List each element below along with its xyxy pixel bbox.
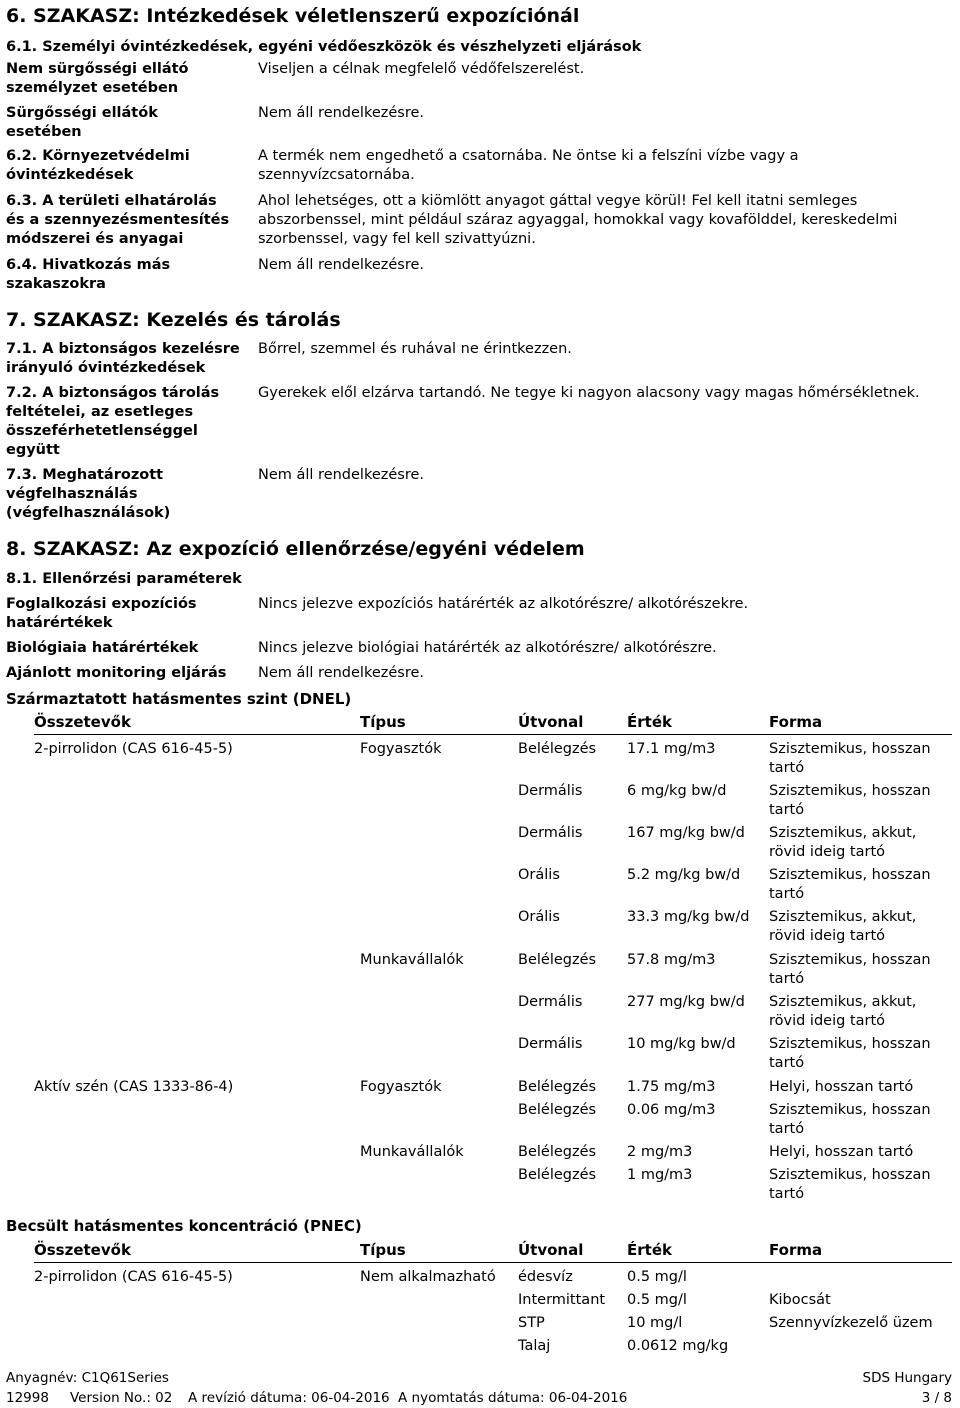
footer-code: 12998 (6, 1390, 49, 1406)
footer-sds-label: SDS Hungary (862, 1370, 952, 1386)
dnel-cell-form: Szisztemikus, hosszan tartó (769, 783, 931, 818)
pnec-header-rule (34, 1262, 952, 1263)
dnel-cell-form: Szisztemikus, hosszan tartó (769, 1036, 931, 1071)
dnel-cell-component: 2-pirrolidon (CAS 616-45-5) (34, 741, 233, 757)
dnel-header-rule (34, 734, 952, 735)
dnel-cell-value: 17.1 mg/m3 (627, 741, 716, 757)
footer-revision-date: A revízió dátuma: 06-04-2016 (188, 1390, 390, 1406)
pnec-cell-type: Nem alkalmazható (360, 1269, 496, 1285)
dnel-header-route: Útvonal (518, 713, 584, 731)
dnel-cell-route: Belélegzés (518, 1079, 597, 1095)
dnel-cell-form: Szisztemikus, hosszan tartó (769, 1167, 931, 1202)
pnec-cell-component: 2-pirrolidon (CAS 616-45-5) (34, 1269, 233, 1285)
dnel-cell-route: Dermális (518, 783, 583, 799)
dnel-cell-route: Dermális (518, 994, 583, 1010)
pnec-cell-value: 0.0612 mg/kg (627, 1338, 729, 1354)
label-7-2: 7.2. A biztonságos tárolás feltételei, az esetleges összeférhetetlenséggel együtt (6, 385, 220, 458)
section-6-1-title: 6.1. Személyi óvintézkedések, egyéni védőeszközök és vészhelyzeti eljárások (6, 39, 642, 55)
label-6-4: 6.4. Hivatkozás más szakaszokra (6, 257, 171, 292)
dnel-cell-value: 5.2 mg/kg bw/d (627, 867, 741, 883)
dnel-cell-route: Belélegzés (518, 952, 597, 968)
dnel-cell-route: Dermális (518, 1036, 583, 1052)
dnel-header-component: Összetevők (34, 713, 131, 731)
dnel-cell-form: Szisztemikus, akkut, rövid ideig tartó (769, 909, 917, 944)
footer-product-name: Anyagnév: C1Q61Series (6, 1370, 169, 1386)
dnel-cell-value: 277 mg/kg bw/d (627, 994, 745, 1010)
value-7-2: Gyerekek elől elzárva tartandó. Ne tegye ki nagyon alacsony vagy magas hőmérsékletnek. (258, 385, 920, 401)
pnec-cell-value: 10 mg/l (627, 1315, 683, 1331)
dnel-cell-component: Aktív szén (CAS 1333-86-4) (34, 1079, 234, 1095)
value-7-3: Nem áll rendelkezésre. (258, 467, 425, 483)
label-occupational-limits: Foglalkozási expozíciós határértékek (6, 596, 197, 631)
pnec-cell-value: 0.5 mg/l (627, 1292, 687, 1308)
dnel-cell-form: Szisztemikus, akkut, rövid ideig tartó (769, 994, 917, 1029)
dnel-cell-value: 33.3 mg/kg bw/d (627, 909, 750, 925)
pnec-title: Becsült hatásmentes koncentráció (PNEC) (6, 1217, 362, 1235)
dnel-header-form: Forma (769, 713, 823, 731)
pnec-header-component: Összetevők (34, 1241, 131, 1259)
value-monitoring: Nem áll rendelkezésre. (258, 665, 425, 681)
pnec-cell-route: STP (518, 1315, 545, 1331)
value-6-4: Nem áll rendelkezésre. (258, 257, 425, 273)
dnel-cell-form: Szisztemikus, hosszan tartó (769, 952, 931, 987)
label-emergency: Sürgősségi ellátók esetében (6, 105, 158, 140)
value-6-3: Ahol lehetséges, ott a kiömlött anyagot gáttal vegye körül! Fel kell itatni semleges abszorbenssel, mint például száraz agyaggal, homokkal vagy kovafölddel, kereskedelmi szorbenssel, vagy fel kell szivattyúzni. (258, 193, 898, 247)
dnel-cell-type: Munkavállalók (360, 952, 464, 968)
dnel-cell-route: Belélegzés (518, 1144, 597, 1160)
dnel-cell-value: 10 mg/kg bw/d (627, 1036, 736, 1052)
dnel-cell-form: Helyi, hosszan tartó (769, 1144, 914, 1160)
value-7-1: Bőrrel, szemmel és ruhával ne érintkezzen. (258, 341, 572, 357)
pnec-header-form: Forma (769, 1241, 823, 1259)
dnel-title: Származtatott hatásmentes szint (DNEL) (6, 690, 352, 708)
pnec-header-value: Érték (627, 1241, 672, 1259)
pnec-cell-form: Kibocsát (769, 1292, 831, 1308)
pnec-header-type: Típus (360, 1241, 406, 1259)
pnec-header-route: Útvonal (518, 1241, 584, 1259)
label-6-3: 6.3. A területi elhatárolás és a szennyezésmentesítés módszerei és anyagai (6, 193, 230, 247)
label-7-1: 7.1. A biztonságos kezelésre irányuló óvintézkedések (6, 341, 240, 376)
dnel-cell-route: Belélegzés (518, 1167, 597, 1183)
value-biological-limits: Nincs jelezve biológiai határérték az alkotórészre/ alkotórészre. (258, 640, 717, 656)
dnel-cell-form: Szisztemikus, hosszan tartó (769, 1102, 931, 1137)
footer-print-date: A nyomtatás dátuma: 06-04-2016 (398, 1390, 628, 1406)
dnel-cell-type: Fogyasztók (360, 741, 442, 757)
dnel-cell-type: Munkavállalók (360, 1144, 464, 1160)
dnel-cell-value: 2 mg/m3 (627, 1144, 693, 1160)
dnel-cell-value: 167 mg/kg bw/d (627, 825, 745, 841)
section-8-1-title: 8.1. Ellenőrzési paraméterek (6, 571, 242, 587)
value-emergency: Nem áll rendelkezésre. (258, 105, 425, 121)
value-non-emergency: Viseljen a célnak megfelelő védőfelszerelést. (258, 61, 585, 77)
dnel-cell-value: 0.06 mg/m3 (627, 1102, 716, 1118)
dnel-cell-route: Belélegzés (518, 741, 597, 757)
dnel-cell-route: Dermális (518, 825, 583, 841)
dnel-cell-form: Szisztemikus, akkut, rövid ideig tartó (769, 825, 917, 860)
dnel-header-value: Érték (627, 713, 672, 731)
label-monitoring: Ajánlott monitoring eljárás (6, 665, 227, 681)
pnec-cell-value: 0.5 mg/l (627, 1269, 687, 1285)
section-6-title: 6. SZAKASZ: Intézkedések véletlenszerű expozíciónál (6, 5, 580, 27)
pnec-cell-form: Szennyvízkezelő üzem (769, 1315, 933, 1331)
dnel-header-type: Típus (360, 713, 406, 731)
footer-version: Version No.: 02 (70, 1390, 173, 1406)
dnel-cell-route: Belélegzés (518, 1102, 597, 1118)
value-6-2: A termék nem engedhető a csatornába. Ne öntse ki a felszíni vízbe vagy a szennyvízcsatornába. (258, 148, 799, 183)
dnel-cell-value: 6 mg/kg bw/d (627, 783, 727, 799)
dnel-cell-type: Fogyasztók (360, 1079, 442, 1095)
pnec-cell-route: édesvíz (518, 1269, 573, 1285)
dnel-cell-form: Helyi, hosszan tartó (769, 1079, 914, 1095)
dnel-cell-value: 1 mg/m3 (627, 1167, 693, 1183)
section-8-title: 8. SZAKASZ: Az expozíció ellenőrzése/egyéni védelem (6, 538, 585, 560)
dnel-cell-value: 57.8 mg/m3 (627, 952, 716, 968)
footer-page-number: 3 / 8 (921, 1390, 952, 1406)
value-occupational-limits: Nincs jelezve expozíciós határérték az alkotórészre/ alkotórészekre. (258, 596, 749, 612)
dnel-cell-route: Orális (518, 909, 560, 925)
dnel-cell-value: 1.75 mg/m3 (627, 1079, 716, 1095)
dnel-cell-form: Szisztemikus, hosszan tartó (769, 741, 931, 776)
label-6-2: 6.2. Környezetvédelmi óvintézkedések (6, 148, 190, 183)
dnel-cell-route: Orális (518, 867, 560, 883)
pnec-cell-route: Talaj (518, 1338, 551, 1354)
label-7-3: 7.3. Meghatározott végfelhasználás (végfelhasználások) (6, 467, 171, 521)
dnel-cell-form: Szisztemikus, hosszan tartó (769, 867, 931, 902)
label-biological-limits: Biológiaia határértékek (6, 640, 199, 656)
pnec-cell-route: Intermittant (518, 1292, 606, 1308)
section-7-title: 7. SZAKASZ: Kezelés és tárolás (6, 309, 341, 331)
label-non-emergency: Nem sürgősségi ellátó személyzet esetében (6, 61, 189, 96)
